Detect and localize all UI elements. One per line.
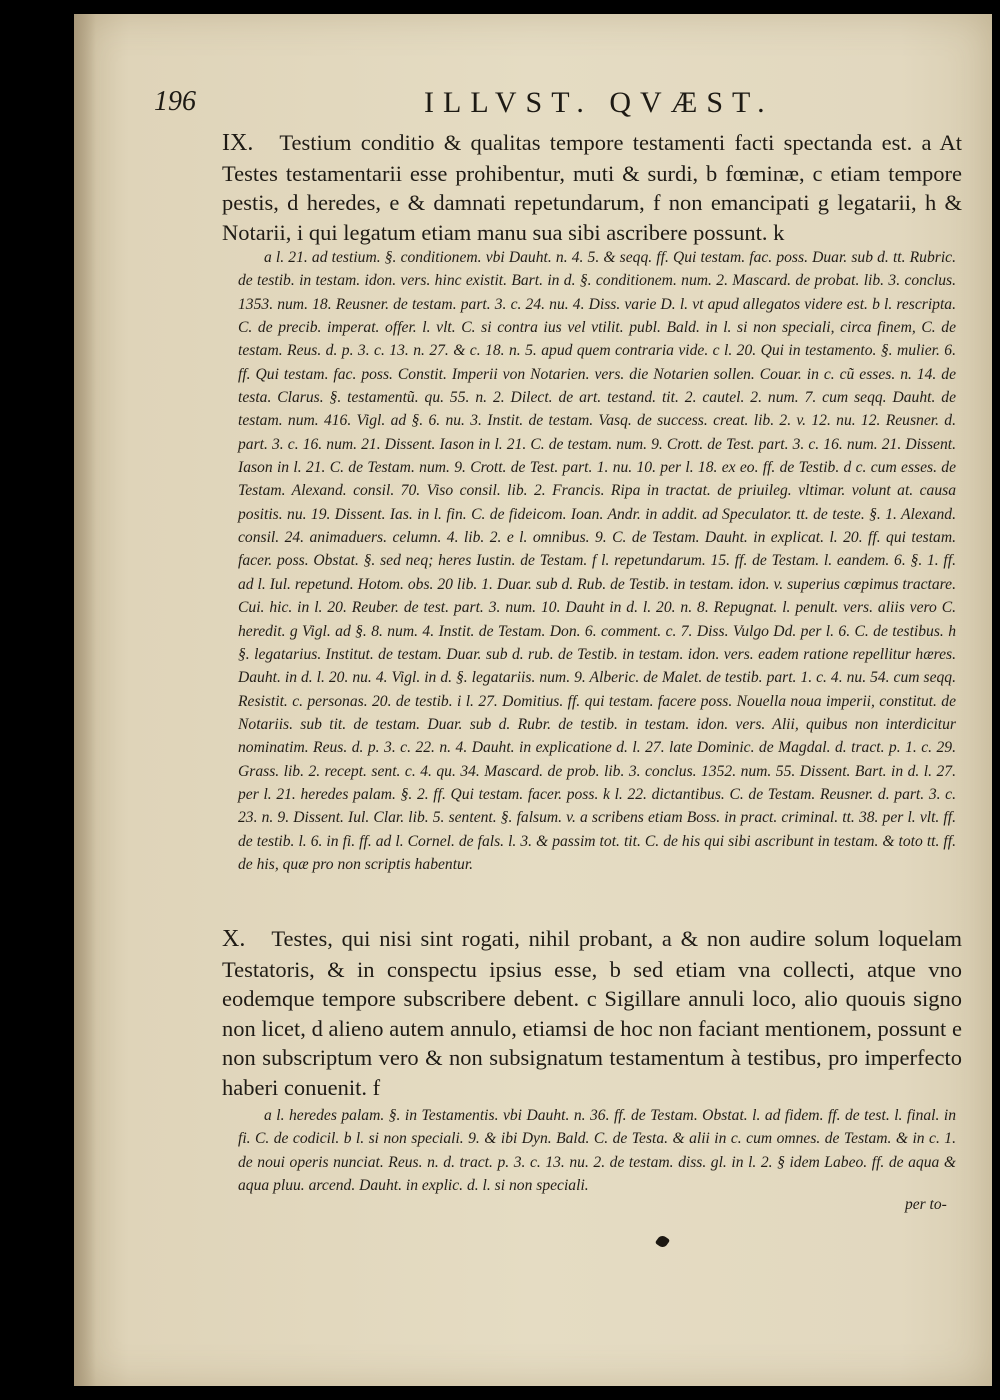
- section-ix-body: Testium conditio & qualitas tempore testamenti facti spectanda est. a At Testes testamentarii esse prohibentur, muti & surdi, b fœminæ, c etiam tempore pestis, d heredes, e & damnati repetundarum, f non emancipati g legatarii, h & Notarii, i qui legatum etiam manu sua sibi ascribere possunt. k: [222, 130, 962, 245]
- running-head: ILLVST. QVÆST.: [424, 86, 774, 119]
- page-header: [154, 86, 814, 126]
- section-x-text: [222, 924, 962, 1102]
- page-number: 196: [154, 86, 196, 117]
- section-ix-text: [222, 128, 962, 247]
- section-x-number: X.: [222, 926, 246, 952]
- footnotes-section-x: a l. heredes palam. §. in Testamentis. vbi Dauht. n. 36. ff. de Testam. Obstat. l. ad fidem. ff. de test. l. final. in fi. C. de codicil. b l. si non speciali. 9. & ibi Dyn. Bald. C. de Testa. & alii in c. cum omnes. de Testam. & in c. 1. de noui operis nunciat. Reus. n. d. tract. p. 3. c. 13. nu. 2. de testam. diss. gl. in l. 2. § idem Labeo. ff. de aqua & aqua pluu. arcend. Dauht. in explic. d. l. si non speciali.: [238, 1107, 956, 1195]
- page-gutter-shadow: [74, 14, 96, 1386]
- section-x-body: Testes, qui nisi sint rogati, nihil probant, a & non audire solum loquelam Testatoris, & in conspectu ipsius esse, b sed etiam vna collecti, atque vno eodemque tempore subscribere debent. c Sigillare annuli loco, alio quouis signo non licet, d alieno autem annulo, etiamsi de hoc non faciant mentionem, possunt e non subscriptum vero & non subsignatum testamentum à testibus, pro imperfecto haberi conuenit. f: [222, 926, 962, 1100]
- section-ix-number: IX.: [222, 130, 254, 156]
- footnotes-section-ix: a l. 21. ad testium. §. conditionem. vbi Dauht. n. 4. 5. & seqq. ff. Qui testam. fac. poss. Duar. sub d. tt. Rubric. de testib. in testam. idon. vers. hinc existit. Bart. in d. §. conditionem. num. 2. Mascard. de probat. lib. 3. conclus. 1353. num. 18. Reusner. de testam. part. 3. c. 24. nu. 4. Diss. varie D. l. vt apud allegatos videre est. b l. rescripta. C. de precib. imperat. offer. l. vlt. C. si contra ius vel vtilit. publ. Bald. in l. si non speciali, circa finem, C. de testam. Reus. d. p. 3. c. 13. n. 27. & c. 18. n. 5. apud quem contraria vide. c l. 20. Qui in testamento. §. mulier. 6. ff. Qui testam. fac. poss. Constit. Imperii von Notarien. vers. die Notarien sollen. Couar. in c. cũ esses. n. 14. de testa. Clarus. §. testamentũ. qu. 55. n. 2. Dilect. de art. testand. tit. 2. cautel. 2. num. 7. cum seqq. Dauht. de testam. num. 416. Vigl. ad §. 6. nu. 3. Instit. de testam. Vasq. de success. creat. lib. 2. v. 12. nu. 12. Reusner. d. part. 3. c. 16. num. 21. Dissent. Iason in l. 21. C. de testam. num. 9. Crott. de Test. part. 3. c. 16. num. 21. Dissent. Iason in l. 21. C. de Testam. num. 9. Crott. de Test. part. 1. nu. 10. per l. 18. ex eo. ff. de Testib. d c. cum esses. de Testam. Alexand. consil. 70. Viso consil. lib. 2. Francis. Ripa in tractat. de priuileg. vltimar. volunt at. causa positis. nu. 19. Dissent. Ias. in l. fin. C. de fideicom. Ioan. Andr. in addit. ad Speculator. tt. de teste. §. 1. Alexand. consil. 24. animaduers. celumn. 4. lib. 2. e l. omnibus. 9. C. de Testam. Dauht. in explicat. l. 20. ff. qui testam. facer. poss. Obstat. §. sed neq; heres Iustin. de Testam. f l. repetundarum. 15. ff. de Testam. l. eandem. 6. §. 1. ff. ad l. Iul. repetund. Hotom. obs. 20 lib. 1. Duar. sub d. Rub. de Testib. in testam. idon. v. superius cœpimus tractare. Cui. hic. in l. 20. Reuber. de test. part. 3. num. 10. Dauht in d. l. 20. n. 8. Repugnat. l. penult. vers. aliis vero C. heredit. g Vigl. ad §. 8. num. 4. Instit. de Testam. Don. 6. comment. c. 7. Diss. Vulgo Dd. per l. 6. C. de testibus. h §. legatarius. Institut. de testam. Duar. sub d. rub. de Testib. in testam. idon. vers. eadem ratione repellitur hæres. Dauht. in d. l. 20. nu. 4. Vigl. in d. §. legatariis. num. 9. Alberic. de Malet. de testib. part. 1. c. 4. nu. 54. cum seqq. Resistit. c. personas. 20. de testib. i l. 27. Domitius. ff. qui testam. facere poss. Nouella noua imperii, constitut. de Notariis. sub tit. de testam. Duar. sub d. Rubr. de testib. in testam. idon. vers. Alii, quibus non interdicitur nominatim. Reus. d. p. 3. c. 22. n. 4. Dauht. in explicatione d. l. 27. late Dominic. de Magdal. d. tract. p. 1. c. 29. Grass. lib. 2. recept. sent. c. 4. qu. 34. Mascard. de prob. lib. 3. conclus. 1352. num. 55. Dissent. Bart. in d. l. 27. per l. 21. heredes palam. §. 2. ff. Qui testam. facer. poss. k l. 22. dictantibus. C. de Testam. Reusner. d. part. 3. c. 23. n. 9. Dissent. Iul. Clar. lib. 5. sentent. §. falsum. v. a scribens etiam Boss. in pract. criminal. tt. 38. per l. vlt. ff. de testib. l. 6. in fi. ff. ad l. Cornel. de fals. l. 3. & passim tot. tit. C. de his qui sibi ascribunt in testam. & toto tt. ff. de his, quæ pro non scriptis habentur.: [238, 249, 956, 873]
- catchword: per to-: [905, 1196, 947, 1213]
